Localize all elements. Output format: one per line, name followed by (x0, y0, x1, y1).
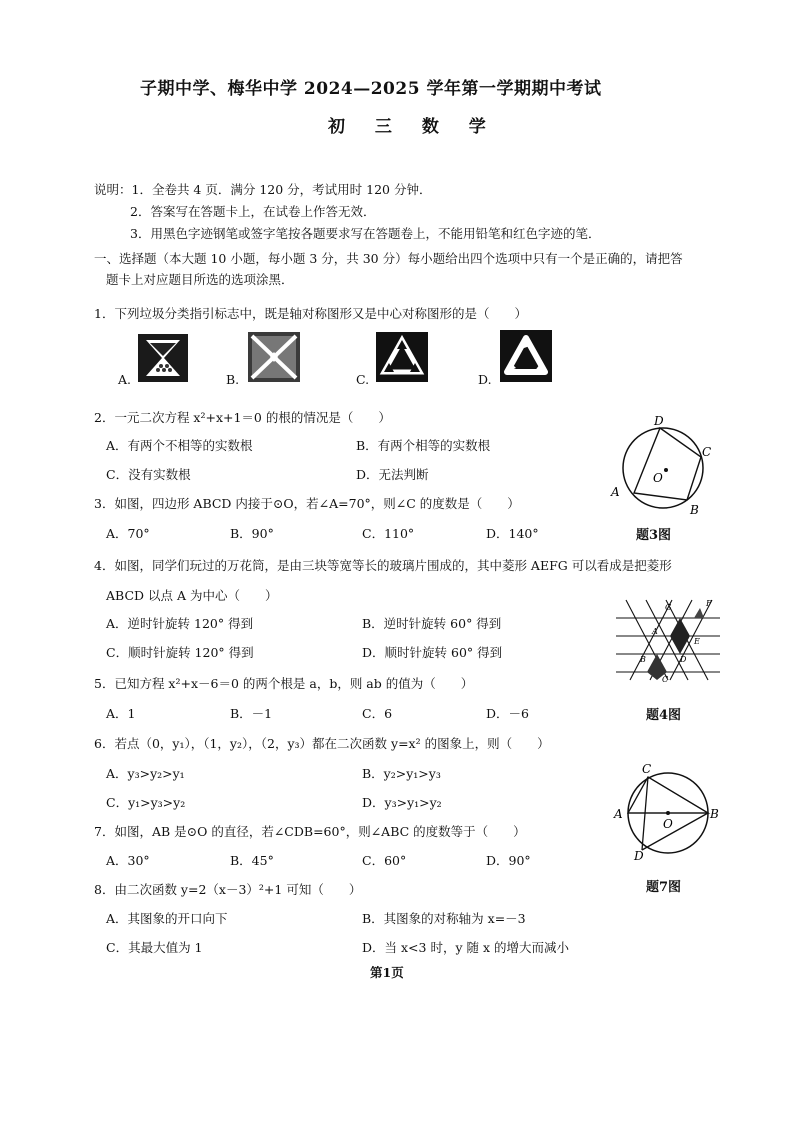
q6-option-b: B．y₂>y₁>y₃ (362, 766, 441, 781)
q4-option-a: A．逆时针旋转 120° 得到 (106, 616, 254, 631)
note-1: 说明：1．全卷共 4 页．满分 120 分，考试用时 120 分钟． (94, 182, 432, 197)
q5-option-b: B．－1 (230, 706, 273, 721)
q6-option-d: D．y₃>y₁>y₂ (362, 795, 442, 810)
fig4-label-d: D (680, 655, 687, 664)
q5-option-a: A．1 (106, 706, 136, 721)
q5-stem: 5．已知方程 x²+x－6＝0 的两个根是 a，b，则 ab 的值为（ ） (94, 676, 474, 691)
figure-7-caption: 题7图 (646, 880, 682, 895)
recycle-symbol-icon (500, 330, 552, 382)
q1-option-c: C. (356, 372, 370, 387)
figure-3-circle-quadrilateral (606, 412, 716, 520)
q2-option-a: A．有两个不相等的实数根 (106, 438, 253, 453)
q7-stem: 7．如图，AB 是⊙O 的直径，若∠CDB=60°，则∠ABC 的度数等于（ ） (94, 824, 526, 839)
q5-option-c: C．6 (362, 706, 393, 721)
q2-option-b: B．有两个相等的实数根 (356, 438, 491, 453)
fig7-label-a: A (614, 807, 623, 821)
fig4-label-e: E (694, 637, 700, 646)
q2-option-c: C．没有实数根 (106, 467, 191, 482)
q8-option-c: C．其最大值为 1 (106, 940, 203, 955)
fig3-label-c: C (702, 445, 712, 459)
note-3: 3．用黑色字迹钢笔或签字笔按各题要求写在答题卷上，不能用铅笔和红色字迹的笔． (130, 226, 601, 241)
q3-option-c: C．110° (362, 526, 415, 541)
q8-option-b: B．其图象的对称轴为 x=－3 (362, 911, 526, 926)
q4-option-c: C．顺时针旋转 120° 得到 (106, 645, 254, 660)
q2-stem: 2．一元二次方程 x²+x+1＝0 的根的情况是（ ） (94, 410, 391, 425)
q4-stem-cont: ABCD 以点 A 为中心（ ） (106, 588, 278, 603)
fig7-label-o: O (663, 817, 673, 831)
fig7-label-d: D (634, 849, 644, 860)
fig4-label-c: C (662, 675, 669, 684)
q2-option-d: D．无法判断 (356, 467, 429, 482)
fig7-label-b: B (710, 807, 719, 821)
fig3-label-b: B (690, 503, 699, 517)
fig4-label-b: B (640, 655, 646, 664)
figure-7-circle-diameter (612, 760, 722, 860)
q1-stem: 1．下列垃圾分类指引标志中，既是轴对称图形又是中心对称图形的是（ ） (94, 306, 527, 321)
q3-stem: 3．如图，四边形 ABCD 内接于⊙O，若∠A=70°，则∠C 的度数是（ ） (94, 496, 520, 511)
cross-arrows-icon (248, 332, 300, 382)
q6-option-a: A．y₃>y₂>y₁ (106, 766, 185, 781)
section-1-heading: 一、选择题（本大题 10 小题，每小题 3 分，共 30 分）每小题给出四个选项中只有一个是正确的，请把答 (94, 251, 683, 266)
q7-option-a: A．30° (106, 853, 150, 868)
fig4-label-a: A (652, 627, 658, 636)
fig4-label-f: F (706, 599, 712, 608)
q1-option-d: D. (478, 372, 492, 387)
q8-option-d: D．当 x<3 时，y 随 x 的增大而减小 (362, 940, 569, 955)
q8-stem: 8．由二次函数 y=2（x－3）²+1 可知（ ） (94, 882, 362, 897)
fig3-label-d: D (654, 414, 664, 428)
q6-stem: 6．若点（0，y₁），（1，y₂），（2，y₃）都在二次函数 y=x² 的图象上，则（ ） (94, 736, 550, 751)
q4-stem: 4．如图，同学们玩过的万花筒，是由三块等宽等长的玻璃片围成的，其中菱形 AEFG 可以看成是把菱形 (94, 558, 672, 573)
q3-option-b: B．90° (230, 526, 274, 541)
figure-3-caption: 题3图 (636, 528, 672, 543)
figure-4-caption: 题4图 (646, 708, 682, 723)
q5-option-d: D．－6 (486, 706, 529, 721)
page-number: 第1页 (370, 965, 404, 980)
fig7-label-c: C (642, 762, 652, 776)
note-2: 2．答案写在答题卡上，在试卷上作答无效． (130, 204, 376, 219)
q1-option-a: A. (118, 372, 132, 387)
q7-option-b: B．45° (230, 853, 274, 868)
q3-option-d: D．140° (486, 526, 539, 541)
fig3-label-o: O (653, 471, 663, 485)
q4-option-b: B．逆时针旋转 60° 得到 (362, 616, 502, 631)
q7-option-c: C．60° (362, 853, 407, 868)
q6-option-c: C．y₁>y₃>y₂ (106, 795, 186, 810)
section-1-heading-cont: 题卡上对应题目所选的选项涂黑． (106, 272, 294, 287)
exam-subject: 初 三 数 学 (328, 117, 498, 137)
q4-option-d: D．顺时针旋转 60° 得到 (362, 645, 503, 660)
q1-option-b: B. (226, 372, 240, 387)
q3-option-a: A．70° (106, 526, 150, 541)
recycle-triangle-icon (376, 332, 428, 382)
figure-4-kaleidoscope (614, 596, 724, 686)
fig4-label-g: G (665, 603, 672, 612)
q8-option-a: A．其图象的开口向下 (106, 911, 228, 926)
fig3-label-a: A (611, 485, 620, 499)
q7-option-d: D．90° (486, 853, 531, 868)
exam-title: 子期中学、梅华中学 2024—2025 学年第一学期期中考试 (140, 79, 602, 99)
hourglass-recycle-icon (138, 334, 188, 382)
